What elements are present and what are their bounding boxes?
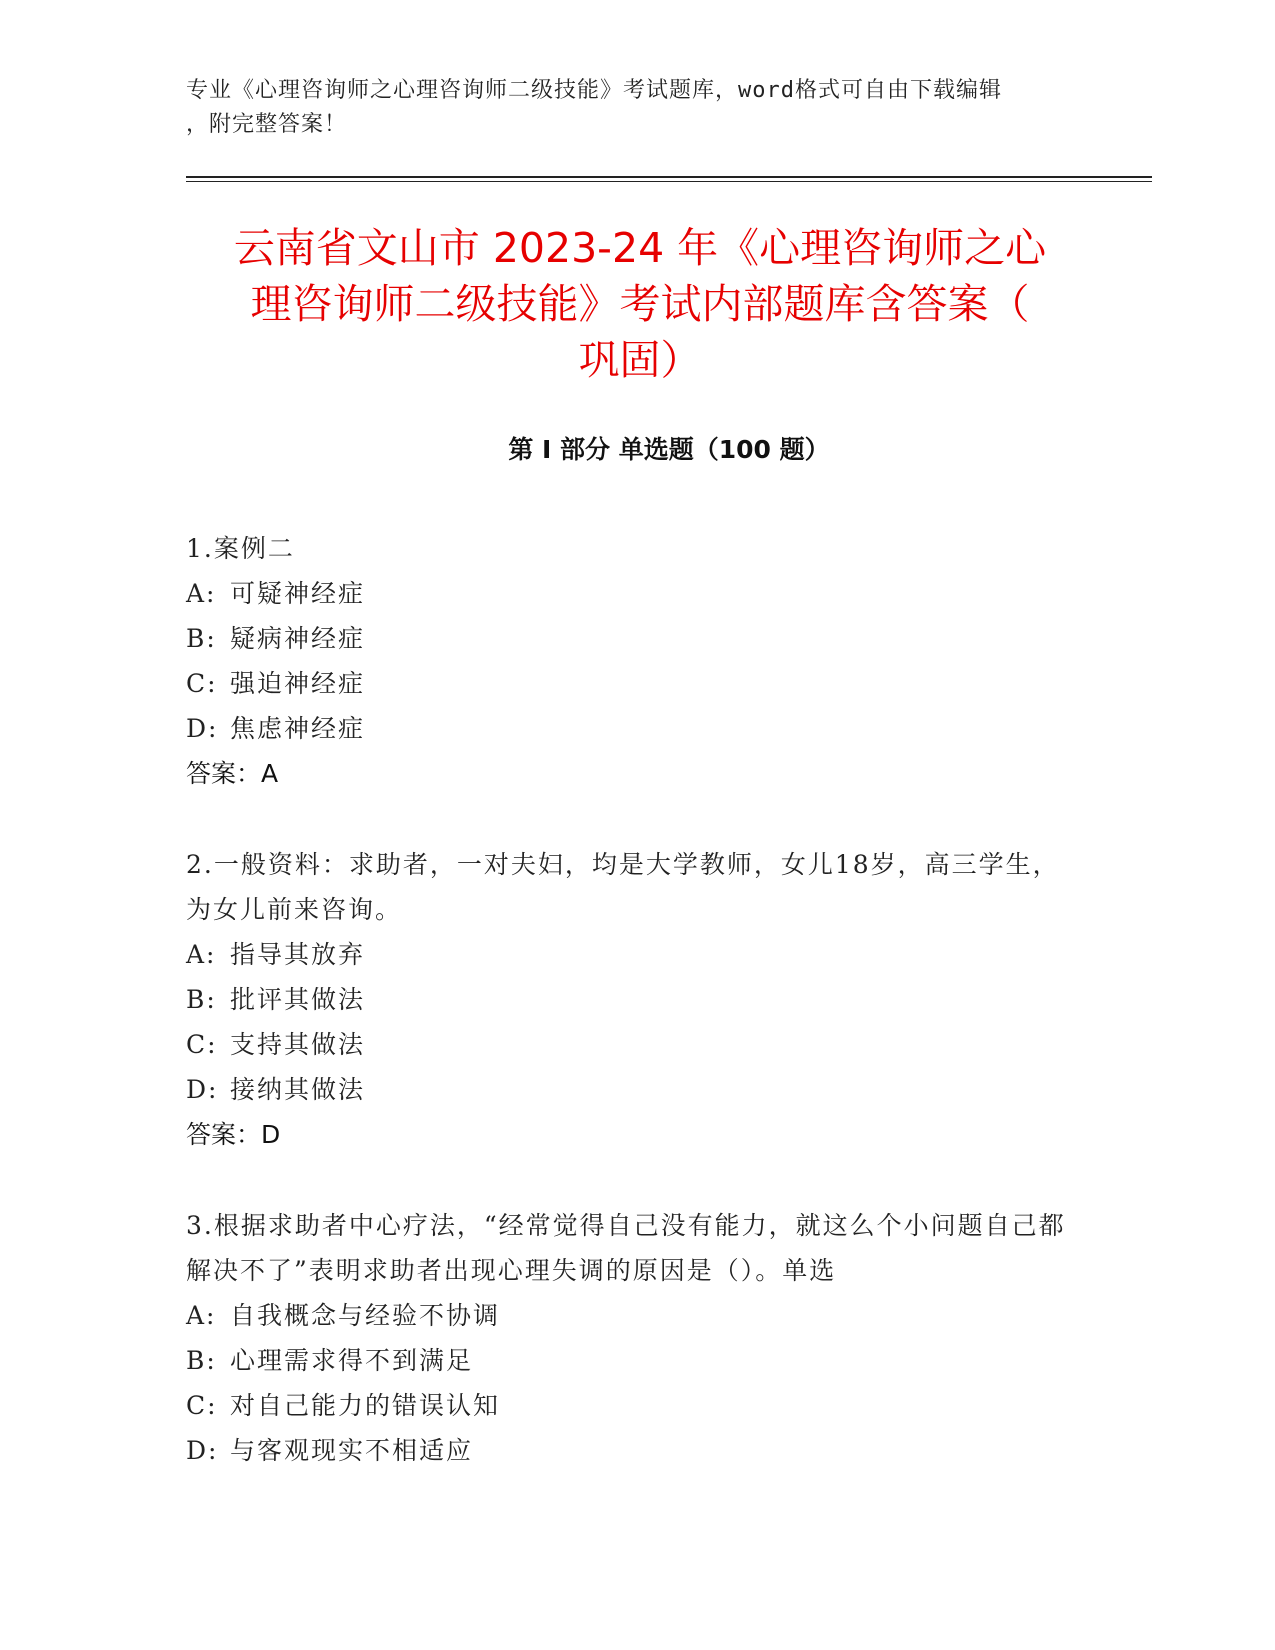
option-letter: A: bbox=[186, 940, 217, 969]
option-letter: D: bbox=[186, 1436, 219, 1465]
question-option bbox=[186, 977, 1086, 1022]
question-option bbox=[186, 932, 1086, 977]
question-option bbox=[186, 661, 1086, 706]
header-note bbox=[186, 74, 1086, 142]
question-answer: 答案：D bbox=[186, 1120, 281, 1149]
option-letter: A: bbox=[186, 579, 217, 608]
option-text: 与客观现实不相适应 bbox=[230, 1436, 474, 1465]
option-text: 批评其做法 bbox=[230, 985, 366, 1014]
question-option bbox=[186, 616, 1086, 661]
question-option bbox=[186, 1293, 1086, 1338]
option-letter: C: bbox=[186, 1030, 218, 1059]
question-stem: 1.案例二 bbox=[186, 534, 295, 563]
header-divider bbox=[186, 176, 1152, 178]
option-letter: B: bbox=[186, 624, 217, 653]
header-note-line: 专业《心理咨询师之心理咨询师二级技能》考试题库，word格式可自由下载编辑 bbox=[186, 78, 1002, 103]
document-title bbox=[190, 220, 1090, 388]
question-item bbox=[186, 842, 1086, 1157]
question-answer: 答案：A bbox=[186, 759, 279, 788]
option-letter: D: bbox=[186, 714, 219, 743]
option-letter: C: bbox=[186, 669, 218, 698]
option-text: 指导其放弃 bbox=[230, 940, 366, 969]
option-text: 自我概念与经验不协调 bbox=[230, 1301, 501, 1330]
question-option bbox=[186, 1383, 1086, 1428]
option-text: 焦虑神经症 bbox=[230, 714, 366, 743]
question-item bbox=[186, 1203, 1086, 1473]
section-title: 第 I 部分 单选题（100 题） bbox=[508, 435, 830, 464]
question-stem: 2.一般资料：求助者，一对夫妇，均是大学教师，女儿18岁，高三学生，为女儿前来咨询。 bbox=[186, 850, 1060, 924]
question-option bbox=[186, 1338, 1086, 1383]
option-letter: B: bbox=[186, 985, 217, 1014]
option-text: 对自己能力的错误认知 bbox=[230, 1391, 501, 1420]
question-list bbox=[186, 526, 1086, 1519]
title-line: 云南省文山市 2023-24 年《心理咨询师之心 bbox=[233, 224, 1047, 272]
option-text: 可疑神经症 bbox=[230, 579, 366, 608]
question-option bbox=[186, 1067, 1086, 1112]
option-letter: A: bbox=[186, 1301, 217, 1330]
question-option bbox=[186, 1428, 1086, 1473]
option-letter: D: bbox=[186, 1075, 219, 1104]
option-text: 疑病神经症 bbox=[230, 624, 366, 653]
header-note-line: ，附完整答案！ bbox=[186, 112, 348, 137]
title-line: 巩固） bbox=[578, 336, 702, 384]
option-letter: C: bbox=[186, 1391, 218, 1420]
question-option bbox=[186, 706, 1086, 751]
title-line: 理咨询师二级技能》考试内部题库含答案（ bbox=[250, 280, 1030, 328]
option-text: 心理需求得不到满足 bbox=[230, 1346, 474, 1375]
option-text: 强迫神经症 bbox=[230, 669, 366, 698]
option-letter: B: bbox=[186, 1346, 217, 1375]
option-text: 支持其做法 bbox=[230, 1030, 366, 1059]
question-option bbox=[186, 571, 1086, 616]
header-divider bbox=[186, 181, 1152, 182]
question-stem: 3.根据求助者中心疗法，“经常觉得自己没有能力，就这么个小问题自己都解决不了”表明求助者出现心理失调的原因是（）。单选 bbox=[186, 1211, 1066, 1285]
question-item bbox=[186, 526, 1086, 796]
question-option bbox=[186, 1022, 1086, 1067]
option-text: 接纳其做法 bbox=[230, 1075, 366, 1104]
